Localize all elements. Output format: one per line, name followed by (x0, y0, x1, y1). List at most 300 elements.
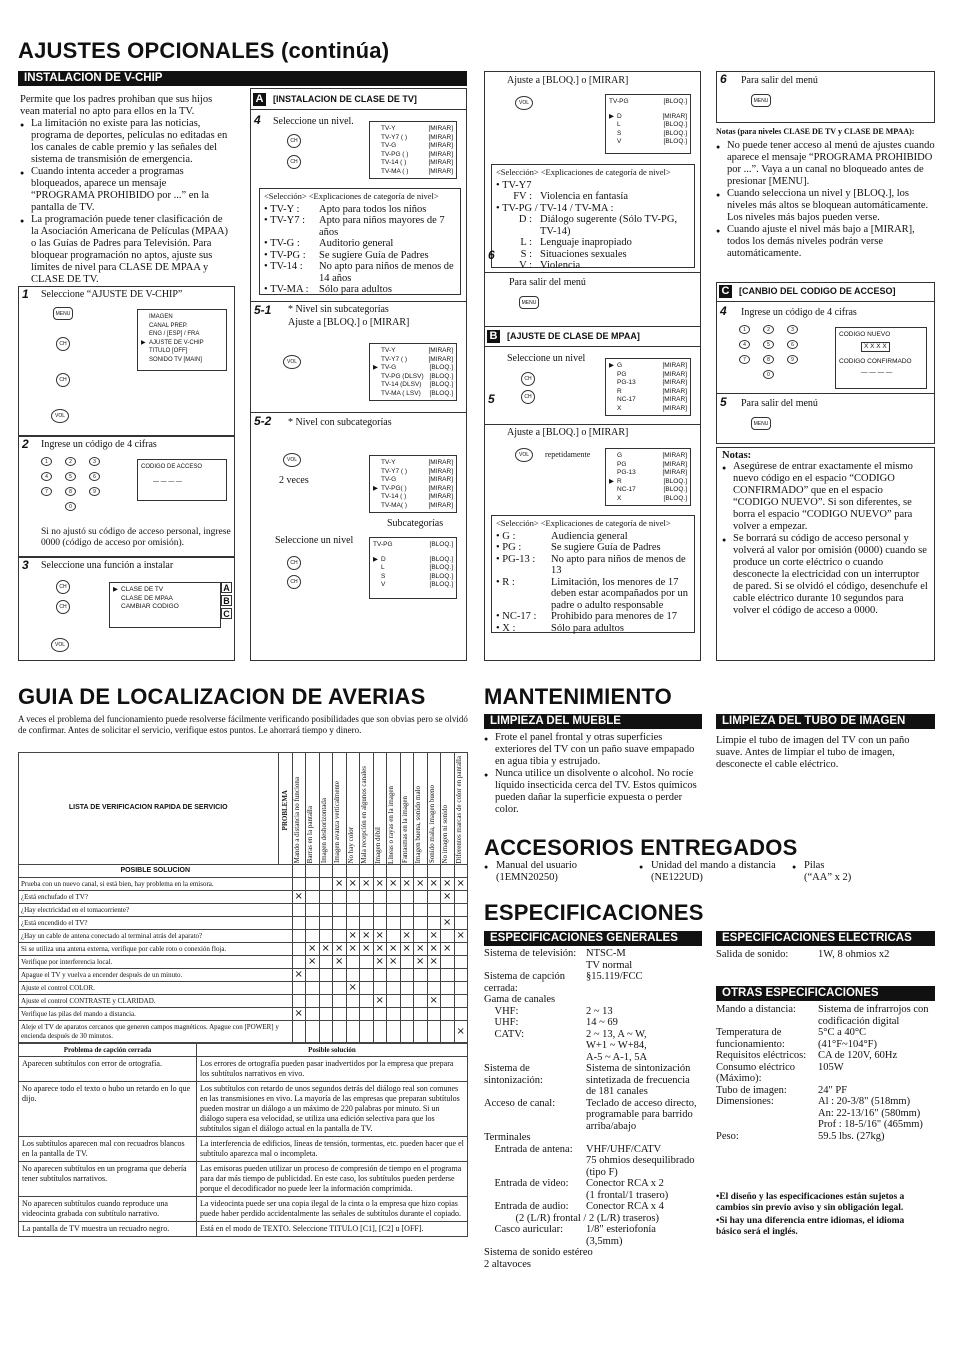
level-status: [BLOQ.] (429, 389, 453, 397)
level-name: TV-PG( ) (381, 484, 407, 492)
check-mark-icon (387, 904, 401, 917)
check-mark-icon: × (454, 1021, 468, 1043)
number-key-8[interactable]: 8 (65, 487, 76, 496)
step2-note: Si no ajustó su código de acceso personal, ingrese 0000 (código de acceso por omisión). (41, 527, 231, 548)
specifications-title: ESPECIFICACIONES (484, 900, 704, 925)
selection-desc: Prohibido para menores de 17 (551, 611, 677, 622)
selection-row (496, 554, 690, 577)
level-name: S (617, 129, 622, 137)
check-mark-icon (441, 904, 455, 917)
check-mark-icon (454, 956, 468, 969)
number-key-0[interactable]: 0 (65, 502, 76, 511)
check-mark-icon: × (400, 878, 414, 891)
spec-value: 24" PF (818, 1084, 848, 1096)
code-note: ● Asegúrese de entrar exactamente el mismo nuevo código en el espacio “CODIGO CONFIRMADO” que en el espacio “CODIGO NUEVO”. Si son diferentes, se borra el espacio “CODIGO NUEVO” para volver a empezar. (722, 461, 929, 533)
selection-key: V : (519, 260, 532, 271)
solution-text: Si se utiliza una antena externa, verifique por cable roto o conexión floja. (19, 943, 293, 956)
level-status: [MIRAR] (428, 467, 453, 475)
check-mark-icon (441, 1008, 455, 1021)
number-key-3[interactable]: 3 (787, 325, 798, 334)
check-mark-icon (333, 969, 347, 982)
spec-label: Sistema de sintonización: (484, 1063, 543, 1086)
check-mark-icon: × (373, 956, 387, 969)
problem-column-header (319, 753, 333, 865)
problem-label: Sonido mala, imagen bueno (427, 785, 436, 864)
check-mark-icon: × (427, 956, 441, 969)
selection-row (496, 203, 690, 215)
problem-label: Fantasmas en la imagen (400, 796, 409, 864)
check-mark-icon (319, 956, 333, 969)
cc-header-solution: Posible solución (197, 1044, 468, 1057)
selection-desc: Apto para niños mayores de 7 años (319, 215, 445, 238)
menu-item (141, 330, 223, 339)
spec-value: NTSC-M TV normal (586, 948, 633, 971)
check-mark-icon: × (373, 878, 387, 891)
selection-desc: Violencia en fantasía (540, 191, 628, 202)
number-key-3[interactable]: 3 (89, 457, 100, 466)
check-mark-icon (441, 969, 455, 982)
level-name: X (617, 494, 622, 502)
accessory-item (484, 860, 634, 884)
electrical-spec-list (716, 949, 935, 961)
selection-key: FV : (513, 191, 532, 202)
problem-label: No hay color (346, 826, 355, 864)
spec-value: 14 ~ 69 (586, 1017, 618, 1028)
cc-problem: No aparecen subtítulos cuando reproduce una videocinta grabada con subtítulo narrativo. (19, 1197, 197, 1222)
empty-cell (346, 865, 360, 878)
number-key-1[interactable]: 1 (41, 457, 52, 466)
code-notes-box (716, 447, 935, 661)
check-mark-icon (387, 1021, 401, 1043)
ch-down-button[interactable]: CH (287, 155, 301, 169)
spec-label: Entrada de video: (484, 1178, 569, 1189)
letter-c-badge: C (221, 608, 232, 619)
level-status: [MIRAR] (428, 484, 453, 492)
check-mark-icon (292, 956, 306, 969)
number-key-5[interactable]: 5 (65, 472, 76, 481)
spec-row (484, 1224, 702, 1247)
check-mark-icon (373, 891, 387, 904)
code-notes-list (722, 461, 929, 617)
vol-button[interactable]: VOL (51, 409, 69, 423)
check-mark-icon: × (387, 943, 401, 956)
problem-column-header (292, 753, 306, 865)
level-name: TV-PG (DLSV) (381, 372, 424, 380)
check-mark-icon (414, 904, 428, 917)
spec-label: Dimensiones: (716, 1096, 774, 1107)
level-name: TV-MA ( ) (381, 167, 409, 175)
tube-cleaning-text: Limpie el tubo de imagen del TV con un paño suave. Antes de limpiar el tubo de imagen, desconecte el cable eléctrico. (716, 735, 910, 770)
spec-value: Al : 20-3/8" (518mm) An: 22-13/16" (580mm) Prof : 18-5/16" (465mm) (818, 1096, 923, 1130)
check-mark-icon (333, 1008, 347, 1021)
check-mark-icon (346, 917, 360, 930)
cc-solution: Los subtítulos con retardo de unos segundos detrás del diálogo real son comunes en las transmisiones en vivo. La mayoría de las empresas que preparan subtítulos pueden mostrar un diálogo a un máximo de 220 palabras por minuto. Si un diálogo supera esa velocidad, se utiliza una edición selectiva para que los subtítulos sigan el diálogo actual en la pantalla de TV. (197, 1082, 468, 1137)
number-key-7[interactable]: 7 (41, 487, 52, 496)
number-key-0[interactable]: 0 (763, 370, 774, 379)
level-row (609, 486, 687, 495)
level-row (373, 459, 453, 468)
spec-footnotes (716, 1192, 931, 1240)
empty-cell (387, 865, 401, 878)
check-mark-icon (400, 1021, 414, 1043)
check-mark-icon (454, 943, 468, 956)
check-mark-icon (333, 1021, 347, 1043)
table-row (19, 891, 468, 904)
check-mark-icon (360, 995, 374, 1008)
check-mark-icon (414, 1008, 428, 1021)
level-row (609, 388, 687, 397)
number-key-2[interactable]: 2 (763, 325, 774, 334)
problem-label: Imagen débil (373, 826, 382, 864)
menu-item-label: CAMBIAR CODIGO (121, 603, 179, 610)
check-mark-icon (346, 1021, 360, 1043)
cc-solution: Las emisoras pueden utilizar un proceso de compresión de tiempo en el programa para dar más tiempo de publicidad. En este caso, los subtítulos pueden perderse porque el decodificador no puede leer la información comprimida. (197, 1162, 468, 1197)
spec-row (716, 1050, 935, 1062)
check-mark-icon (360, 956, 374, 969)
selection-header: <Selección> <Explicaciones de categoría de nivel> (496, 167, 671, 177)
selection-desc: Se sugiere Guía de Padres (319, 249, 429, 261)
check-mark-icon: × (441, 878, 455, 891)
level-name: L (617, 121, 621, 128)
check-mark-icon: × (441, 943, 455, 956)
spec-row (484, 1178, 702, 1201)
maintenance-title: MANTENIMIENTO (484, 684, 672, 709)
step-number: 5 (720, 395, 727, 409)
table-row (19, 1137, 468, 1162)
problem-column-header (441, 753, 455, 865)
check-mark-icon (400, 956, 414, 969)
level-row (609, 452, 687, 461)
level-status: [BLOQ.] (663, 494, 687, 502)
level-status: [MIRAR] (662, 452, 687, 459)
problem-column-header (387, 753, 401, 865)
adjust-text-2: Ajuste a [BLOQ.] o [MIRAR] (507, 427, 629, 438)
problem-label: Barras en la pantalla (306, 806, 314, 864)
number-key-6[interactable]: 6 (787, 340, 798, 349)
letter-a-badge: A (221, 582, 232, 593)
check-mark-icon (360, 917, 374, 930)
vchip-bullets (20, 118, 232, 286)
check-mark-icon (333, 891, 347, 904)
cursor-arrow-icon: ▶ (609, 362, 614, 369)
check-mark-icon: × (306, 956, 320, 969)
selection-desc: Situaciones sexuales (540, 248, 627, 260)
level-status: [MIRAR] (662, 362, 687, 369)
level-name: V (617, 138, 622, 145)
level-name: D (617, 112, 622, 120)
level-name: L (381, 564, 385, 571)
number-key-9[interactable]: 9 (89, 487, 100, 496)
level-status: [MIRAR] (428, 133, 453, 141)
selection-row (264, 238, 456, 250)
level-status: [MIRAR] (662, 469, 687, 476)
number-key-7[interactable]: 7 (739, 355, 750, 364)
check-mark-icon (360, 891, 374, 904)
level-row (609, 130, 687, 139)
check-mark-icon (441, 982, 455, 995)
spec-value: Conector RCA x 4 (586, 1201, 664, 1212)
ch-up-button[interactable]: CH (56, 580, 70, 594)
vchip-bullet: ● La programación puede tener clasificación de la Asociación Americana de Películas (MPAA) o las Guías de Padres para Televisión. Para bloquear programación no aptos, ajuste sus límites de nivel para CLASE DE MPAA y CLASE DE TV. (20, 214, 232, 286)
number-key-2[interactable]: 2 (65, 457, 76, 466)
level-name: V (381, 581, 386, 588)
furniture-cleaning-item: ● Nunca utilice un disolvente o alcohol. No rocíe líquido insecticida cerca del TV. Estos químicos pueden dañar la superficie expuesta o perder color. (484, 768, 702, 816)
level-name: TV-Y (381, 459, 396, 466)
selection-key: • X : (496, 622, 516, 634)
menu-button[interactable]: MENU (751, 94, 771, 107)
selection-row (264, 204, 456, 216)
check-mark-icon: × (427, 995, 441, 1008)
number-key-4[interactable]: 4 (739, 340, 750, 349)
selection-desc: Lenguaje inapropiado (540, 237, 632, 248)
number-key-4[interactable]: 4 (41, 472, 52, 481)
ch-down-button[interactable]: CH (521, 390, 535, 404)
check-mark-icon: × (400, 943, 414, 956)
check-mark-icon (373, 982, 387, 995)
selection-key: • TV-G : (264, 238, 300, 249)
number-key-9[interactable]: 9 (787, 355, 798, 364)
table-title-cell: LISTA DE VERIFICACION RAPIDA DE SERVICIO (19, 753, 279, 865)
level-name: G (617, 362, 623, 369)
level-name: TV-PG ( ) (381, 150, 409, 158)
selection-desc: Sólo para adultos (319, 284, 392, 295)
table-row (19, 1162, 468, 1197)
selection-row (264, 215, 456, 238)
spec-row (716, 1062, 935, 1085)
repeatedly-label: repetidamente (545, 450, 591, 459)
level-name: R (617, 477, 622, 485)
problem-label: Diferentes marcas de color en pantalla (454, 756, 463, 864)
check-mark-icon (319, 1021, 333, 1043)
spec-value: 1/8" esteriofonía (3,5mm) (586, 1224, 656, 1247)
check-mark-icon (441, 1021, 455, 1043)
table-row (19, 1082, 468, 1137)
check-mark-icon (306, 995, 320, 1008)
spec-value: CA de 120V, 60Hz (818, 1050, 898, 1061)
level-row (373, 556, 453, 565)
check-mark-icon: × (454, 930, 468, 943)
check-mark-icon (360, 1008, 374, 1021)
accessory-item (792, 860, 942, 884)
cc-solution: Los errores de ortografía pueden pasar inadvertidos por la empresa que prepara los subtítulos narrativos en vivo. (197, 1057, 468, 1082)
step-number: 4 (720, 304, 727, 318)
screen-title-value: [BLOQ.] (663, 98, 687, 105)
selection-key: S : (520, 248, 532, 260)
check-mark-icon (346, 956, 360, 969)
accessory-code: (“AA” x 2) (804, 872, 852, 883)
check-mark-icon (319, 969, 333, 982)
step2-text: Ingrese un código de 4 cifras (41, 439, 157, 450)
spec-row (484, 948, 702, 971)
ch-down-button[interactable]: CH (287, 575, 301, 589)
level-name: TV-G (381, 364, 397, 371)
spec-value: 2 ~ 13 (586, 1005, 613, 1017)
check-mark-icon: × (333, 878, 347, 891)
times-label: 2 veces (279, 475, 309, 486)
level-row (609, 495, 687, 504)
level-row (373, 125, 453, 134)
exit-text: Para salir del menú (509, 277, 586, 288)
check-mark-icon (346, 891, 360, 904)
step51-subtext: Ajuste a [BLOQ.] o [MIRAR] (288, 317, 410, 328)
empty-cell (400, 865, 414, 878)
check-mark-icon: × (441, 917, 455, 930)
empty-cell (373, 865, 387, 878)
solution-text: ¿Está encendido el TV? (19, 917, 293, 930)
selection-row (264, 261, 456, 284)
check-mark-icon (292, 1021, 306, 1043)
level-row (373, 356, 453, 365)
menu-button[interactable]: MENU (53, 307, 73, 320)
level-name: TV-Y7 ( ) (381, 355, 408, 363)
number-key-6[interactable]: 6 (89, 472, 100, 481)
accessory-name: Unidad del mando a distancia (651, 860, 776, 871)
level-row (373, 142, 453, 151)
empty-cell (306, 865, 320, 878)
level-name: TV-Y7 ( ) (381, 133, 408, 141)
check-mark-icon (400, 995, 414, 1008)
check-mark-icon (346, 995, 360, 1008)
check-mark-icon (400, 969, 414, 982)
spec-row (484, 1247, 702, 1270)
level-row (609, 113, 687, 122)
selection-row (496, 249, 690, 261)
check-mark-icon (414, 969, 428, 982)
code-notes-title: Notas: (722, 450, 752, 461)
vol-button[interactable]: VOL (283, 355, 301, 369)
check-mark-icon (454, 969, 468, 982)
ch-up-button[interactable]: CH (521, 372, 535, 386)
select-level-label: Seleccione un nivel (275, 535, 354, 546)
step1-text: Seleccione “AJUSTE DE V-CHIP” (41, 289, 183, 300)
furniture-cleaning-header: LIMPIEZA DEL MUEBLE (484, 714, 702, 729)
check-mark-icon (427, 969, 441, 982)
level-status: [MIRAR] (428, 142, 453, 149)
solution-label: POSIBLE SOLUCION (19, 865, 293, 878)
bullet-icon: ● (792, 863, 797, 871)
check-mark-icon (454, 904, 468, 917)
menu-item (141, 322, 223, 331)
vol-button[interactable]: VOL (283, 453, 301, 467)
check-mark-icon (441, 956, 455, 969)
selection-key: • R : (496, 576, 515, 588)
ch-down-button[interactable]: CH (56, 600, 70, 614)
spec-footnote: •Si hay una diferencia entre idiomas, el idioma básico será el inglés. (716, 1216, 905, 1237)
step52-text: * Nivel con subcategorías (288, 417, 392, 428)
tv-level-screen-51 (369, 343, 457, 401)
problem-column-header (414, 753, 428, 865)
level-name: NC-17 (617, 396, 636, 403)
step-number: 3 (22, 558, 29, 572)
check-mark-icon (400, 982, 414, 995)
menu-button[interactable]: MENU (519, 296, 539, 309)
vol-button[interactable]: VOL (51, 638, 69, 652)
table-row (19, 1057, 468, 1082)
accessories-list (484, 860, 934, 890)
spec-label: Sistema de capción cerrada: (484, 971, 568, 994)
menu-item (141, 339, 223, 348)
cc-solution: La videocinta puede ser una copia ilegal de la cinta o la empresa que hizo copias puede haber perdido accidentalmente las señales de subtítulos durante el copiado. (197, 1197, 468, 1222)
selection-desc: Violencia (540, 260, 581, 271)
check-mark-icon (292, 943, 306, 956)
menu-item-label: SONIDO TV [MAIN] (149, 356, 202, 363)
check-mark-icon (319, 930, 333, 943)
rating-notes-list (716, 140, 935, 260)
accessory-code: (1EMN20250) (496, 872, 558, 883)
ch-up-button[interactable]: CH (287, 134, 301, 148)
level-status: [MIRAR] (428, 150, 453, 158)
spec-label: Terminales (484, 1132, 531, 1143)
level-row (373, 168, 453, 177)
cursor-arrow-icon: ▶ (609, 112, 614, 120)
solution-text: Ajuste el control CONTRASTE y CLARIDAD. (19, 995, 293, 1008)
problem-column-header (454, 753, 468, 865)
screen-title-value: [BLOQ.] (429, 541, 453, 548)
solution-text: ¿Está enchufado el TV? (19, 891, 293, 904)
menu-item (113, 586, 217, 595)
selection-row (496, 542, 690, 554)
spec-value: Teclado de acceso directo, programable para barrido arriba/abajo (586, 1097, 700, 1132)
other-spec-list (716, 1004, 935, 1142)
mpaa-header: [AJUSTE DE CLASE DE MPAA] (507, 331, 640, 341)
ch-down-button[interactable]: CH (56, 373, 70, 387)
check-mark-icon: × (292, 969, 306, 982)
level-status: [BLOQ.] (663, 129, 687, 137)
spec-row (484, 1006, 702, 1018)
problem-label: Imagen buena, sonido malo (414, 786, 422, 864)
table-row (19, 943, 468, 956)
spec-row (484, 1144, 702, 1179)
level-row (373, 573, 453, 582)
vchip-bullet: ● Cuando intenta acceder a programas bloqueados, aparece un mensaje “PROGRAMA PROHIBIDO por ...” en la pantalla de TV. (20, 166, 232, 214)
problem-column-header (333, 753, 347, 865)
level-row (609, 379, 687, 388)
level-status: [BLOQ.] (429, 564, 453, 571)
check-mark-icon (306, 878, 320, 891)
check-mark-icon: × (414, 956, 428, 969)
ch-up-button[interactable]: CH (287, 556, 301, 570)
number-key-1[interactable]: 1 (739, 325, 750, 334)
vol-button[interactable]: VOL (515, 96, 533, 110)
cc-problem: No aparece todo el texto o hubo un retardo en lo que dijo. (19, 1082, 197, 1137)
check-mark-icon (319, 995, 333, 1008)
exit-text: Para salir del menú (741, 75, 818, 86)
menu-item (141, 313, 223, 322)
spec-row (484, 1098, 702, 1133)
spec-row (716, 1131, 935, 1143)
check-mark-icon: × (292, 891, 306, 904)
selection-key: • TV-14 : (264, 261, 303, 272)
spec-value: Sistema de infrarrojos con codificación digital (818, 1004, 932, 1027)
vol-button[interactable]: VOL (515, 448, 533, 462)
number-key-8[interactable]: 8 (763, 355, 774, 364)
number-keypad (41, 457, 101, 517)
menu-item-label: CLASE DE TV (121, 586, 164, 593)
problem-label: No imagen ni sonido (441, 804, 449, 864)
level-status: [BLOQ.] (663, 486, 687, 493)
number-key-5[interactable]: 5 (763, 340, 774, 349)
check-mark-icon (400, 891, 414, 904)
code-note: ● Se borrará su código de acceso personal y volverá al valor por omisión (0000) cuando se produce un corte eléctrico o cuando desconecte la electricidad con un interruptor de pared. Si se olvidó el código, desenchufe el cable eléctrico durante 10 segundos para volver el código de acceso a 0000. (722, 533, 929, 617)
cc-solution: Está en el modo de TEXTO. Seleccione TITULO [C1], [C2] u [OFF]. (197, 1222, 468, 1237)
check-mark-icon (427, 982, 441, 995)
check-mark-icon (319, 982, 333, 995)
ch-up-button[interactable]: CH (56, 337, 70, 351)
check-mark-icon: × (346, 982, 360, 995)
menu-item (141, 347, 223, 356)
bullet-icon: ● (639, 863, 644, 871)
menu-button[interactable]: MENU (751, 417, 771, 430)
